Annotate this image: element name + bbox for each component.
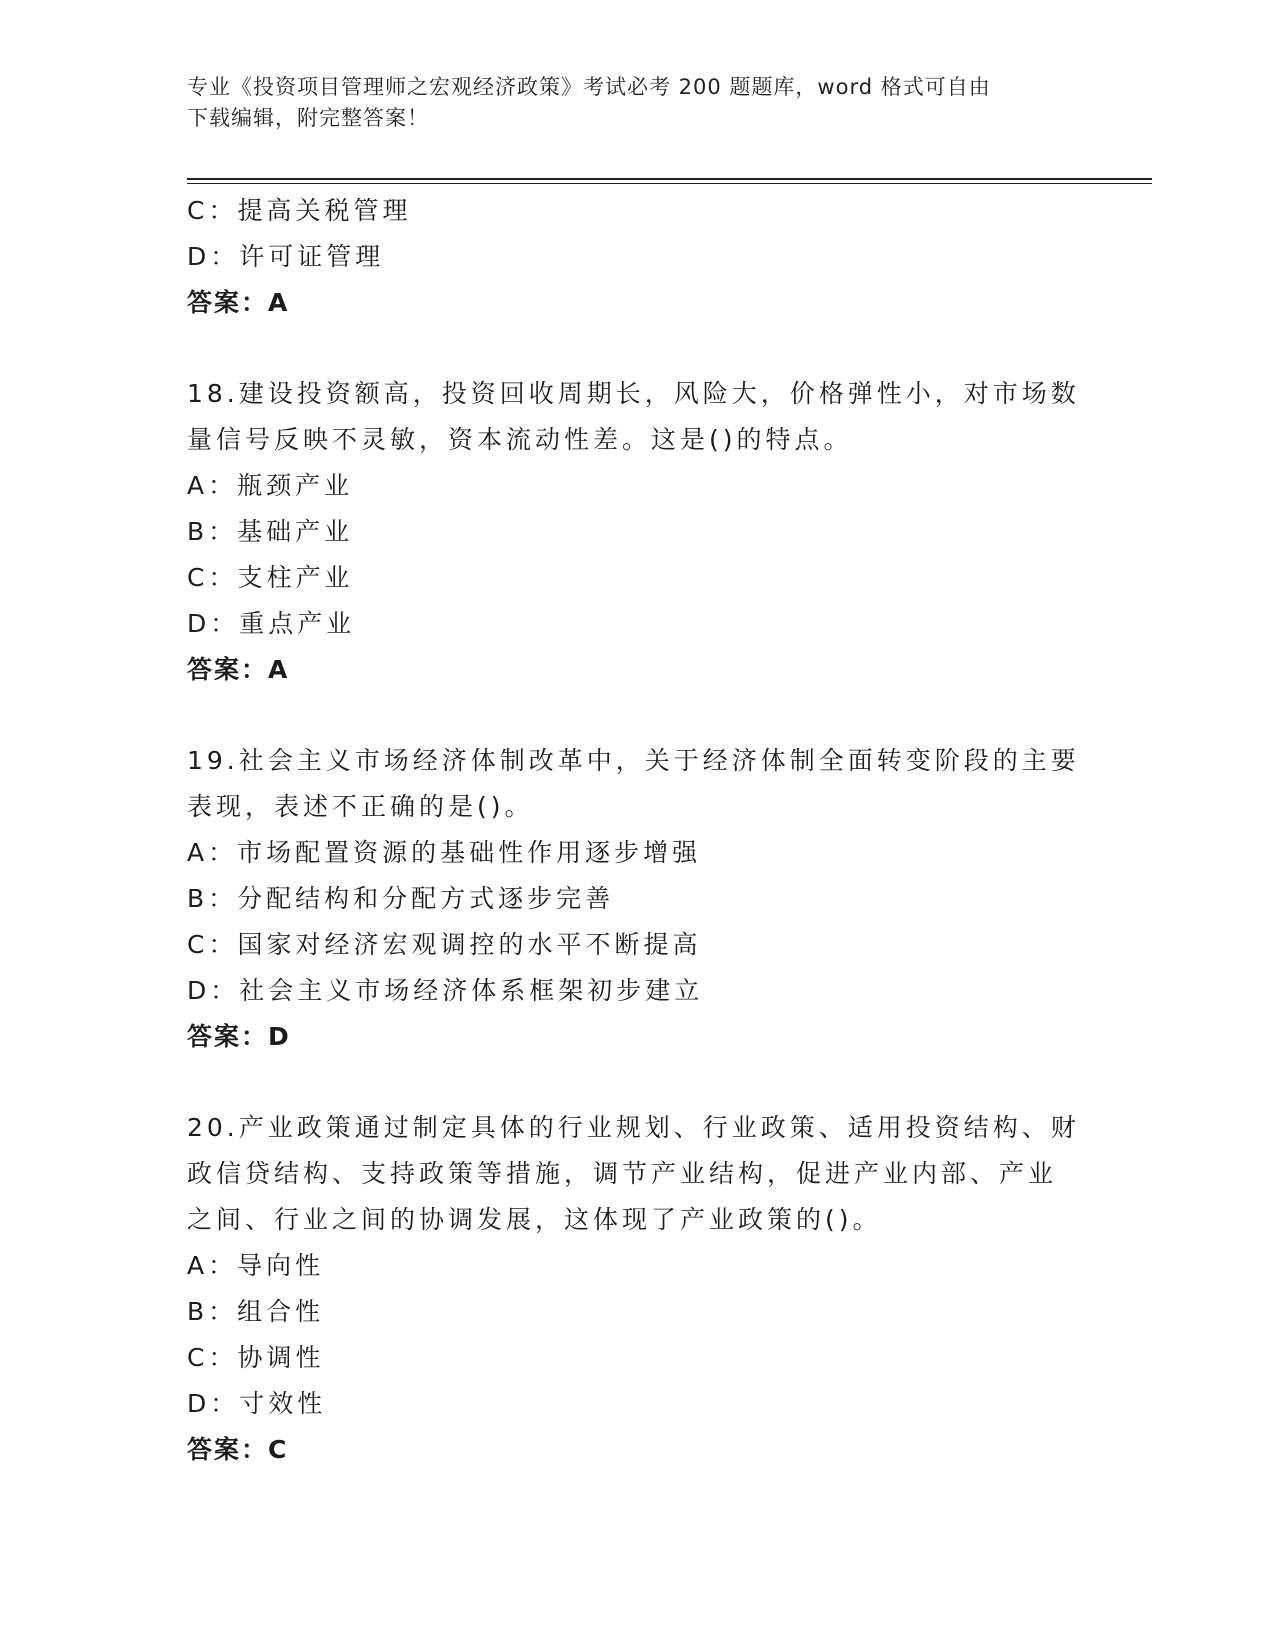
header-rule-thin [187, 183, 1152, 184]
option-b: B：分配结构和分配方式逐步完善 [187, 884, 615, 913]
question-list [187, 188, 1087, 1473]
option-a: A：市场配置资源的基础性作用逐步增强 [187, 838, 702, 867]
question-text-line: 之间、行业之间的协调发展，这体现了产业政策的()。 [187, 1205, 882, 1234]
question-19 [187, 738, 1087, 1060]
option-b: B：组合性 [187, 1297, 325, 1326]
answer-label: 答案：A [187, 288, 290, 317]
answer-label: 答案：C [187, 1435, 289, 1464]
question-text-line: 20.产业政策通过制定具体的行业规划、行业政策、适用投资结构、财 [187, 1113, 1080, 1142]
option-d: D：重点产业 [187, 609, 356, 638]
option-a: A：导向性 [187, 1251, 325, 1280]
header-line-2: 下载编辑，附完整答案！ [187, 106, 429, 130]
question-text-line: 量信号反映不灵敏，资本流动性差。这是()的特点。 [187, 425, 853, 454]
option-c: C：国家对经济宏观调控的水平不断提高 [187, 930, 702, 959]
answer-label: 答案：A [187, 655, 290, 684]
option-d: D：寸效性 [187, 1389, 327, 1418]
header-line-1: 专业《投资项目管理师之宏观经济政策》考试必考 200 题题库，word 格式可自由 [187, 75, 991, 99]
option-c: C：支柱产业 [187, 563, 354, 592]
option-d: D：许可证管理 [187, 242, 385, 271]
header-rule-thick [187, 178, 1152, 180]
option-c: C：协调性 [187, 1343, 325, 1372]
document-header [187, 72, 1067, 134]
question-20 [187, 1105, 1087, 1473]
question-17 [187, 188, 1087, 326]
option-a: A：瓶颈产业 [187, 471, 354, 500]
question-text-line: 19.社会主义市场经济体制改革中，关于经济体制全面转变阶段的主要 [187, 746, 1080, 775]
option-c: C：提高关税管理 [187, 196, 412, 225]
question-18 [187, 371, 1087, 693]
option-d: D：社会主义市场经济体系框架初步建立 [187, 976, 704, 1005]
answer-label: 答案：D [187, 1022, 291, 1051]
question-text-line: 表现，表述不正确的是()。 [187, 792, 534, 821]
question-text-line: 18.建设投资额高，投资回收周期长，风险大，价格弹性小，对市场数 [187, 379, 1080, 408]
question-text-line: 政信贷结构、支持政策等措施，调节产业结构，促进产业内部、产业 [187, 1159, 1058, 1188]
option-b: B：基础产业 [187, 517, 354, 546]
